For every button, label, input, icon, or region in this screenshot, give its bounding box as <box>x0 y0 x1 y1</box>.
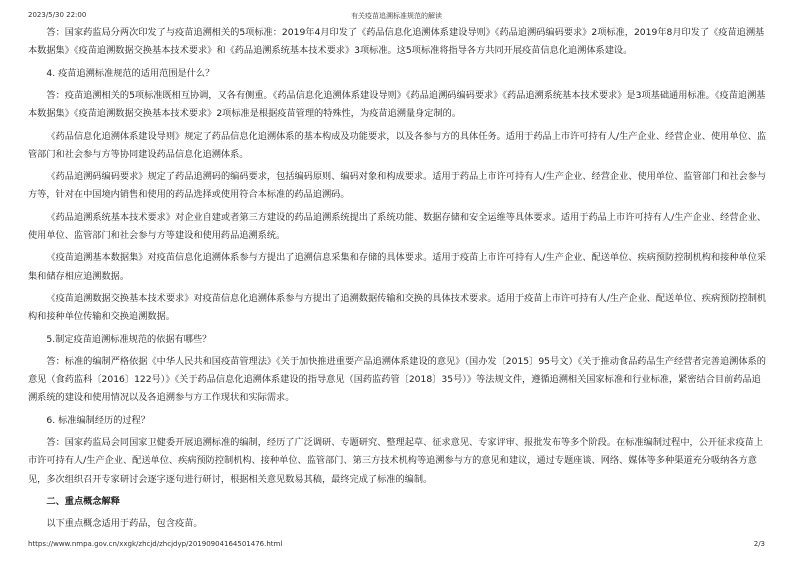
article-body <box>28 24 768 538</box>
section-heading: 二、重点概念解释 <box>46 495 120 507</box>
print-datetime: 2023/5/30 22:00 <box>28 11 87 19</box>
paragraph: 答：疫苗追溯相关的5项标准既相互协调，又各有侧重。《药品信息化追溯体系建设导则》《药品追溯码编码要求》《药品追溯系统基本技术要求》是3项基础通用标准。《疫苗追溯基本数据集》《疫苗追溯数据交换基本技术要求》2项标准是根据疫苗管理的特殊性，为疫苗追溯量身定制的。 <box>28 89 766 120</box>
source-url: https://www.nmpa.gov.cn/xxgk/zhcjd/zhcjdyp/20190904164501476.html <box>28 540 283 548</box>
paragraph: 《药品信息化追溯体系建设导则》规定了药品信息化追溯体系的基本构成及功能要求，以及各参与方的具体任务。适用于药品上市许可持有人/生产企业、经营企业、使用单位、监管部门和社会参与方等协同建设药品信息化追溯体系。 <box>28 130 767 160</box>
question-heading: 5.制定疫苗追溯标准规范的依据有哪些？ <box>46 333 212 345</box>
paragraph: 《药品追溯码编码要求》规定了药品追溯码的编码要求，包括编码原则、编码对象和构成要求。适用于药品上市许可持有人/生产企业、经营企业、使用单位、监管部门和社会参与方等，针对在中国境内销售和使用的药品选择或使用符合本标准的药品追溯码。 <box>28 171 767 201</box>
paragraph: 答：标准的编制严格依据《中华人民共和国疫苗管理法》《关于加快推进重要产品追溯体系建设的意见》（国办发〔2015〕95号文）《关于推动食品药品生产经营者完善追溯体系的意见（食药监科〔2016〕122号）》《关于药品信息化追溯体系建设的指导意见（国药监药管〔2018〕35号）》等法规文件，遵循追溯相关国家标准和行业标准，紧密结合目前药品追溯系统的建设和使用情况以及各追溯参与方工作现状和实际需求。 <box>28 355 766 404</box>
question-heading: 4. 疫苗追溯标准规范的适用范围是什么？ <box>46 67 215 79</box>
paragraph: 《药品追溯系统基本技术要求》对企业自建或者第三方建设的药品追溯系统提出了系统功能、数据存储和安全运维等具体要求。适用于药品上市许可持有人/生产企业、经营企业、使用单位、监管部门和社会参与方等建设和使用药品追溯系统。 <box>28 211 767 241</box>
page-header <box>28 11 765 23</box>
page-number: 2/3 <box>753 540 765 548</box>
question-heading: 6. 标准编制经历的过程？ <box>46 414 150 426</box>
paragraph: 《疫苗追溯基本数据集》对疫苗信息化追溯体系参与方提出了追溯信息采集和存储的具体要求。适用于疫苗上市许可持有人/生产企业、配送单位、疾病预防控制机构和接种单位采集和储存相应追溯数据。 <box>28 252 767 282</box>
paragraph: 答：国家药监局会同国家卫健委开展追溯标准的编制，经历了广泛调研、专题研究、整理起草、征求意见、专家评审、报批发布等多个阶段。在标准编制过程中，公开征求疫苗上市许可持有人/生产企业、配送单位、疾病预防控制机构、接种单位、监管部门、第三方技术机构等追溯参与方的意见和建议，通过专题座谈、网络、媒体等多种渠道充分吸纳各方意见，多次组织召开专家研讨会逐字逐句进行研讨，根据相关意见数易其稿，最终完成了标准的编制。 <box>28 437 764 485</box>
paragraph: 《疫苗追溯数据交换基本技术要求》对疫苗信息化追溯体系参与方提出了追溯数据传输和交换的具体技术要求。适用于疫苗上市许可持有人/生产企业、配送单位、疾病预防控制机构和接种单位传输和交换追溯数据。 <box>28 292 767 323</box>
paragraph: 以下重点概念适用于药品，包含疫苗。 <box>46 518 203 530</box>
paragraph: 答：国家药监局分两次印发了与疫苗追溯相关的5项标准：2019年4月印发了《药品信息化追溯体系建设导则》《药品追溯码编码要求》2项标准，2019年8月印发了《疫苗追溯基本数据集》《疫苗追溯数据交换基本技术要求》和《药品追溯系统基本技术要求》3项标准。这5项标准将指导各方共同开展疫苗信息化追溯体系建设。 <box>28 27 765 57</box>
page-footer <box>28 540 765 552</box>
document-title: 有关疫苗追溯标准规范的解读 <box>351 12 442 20</box>
